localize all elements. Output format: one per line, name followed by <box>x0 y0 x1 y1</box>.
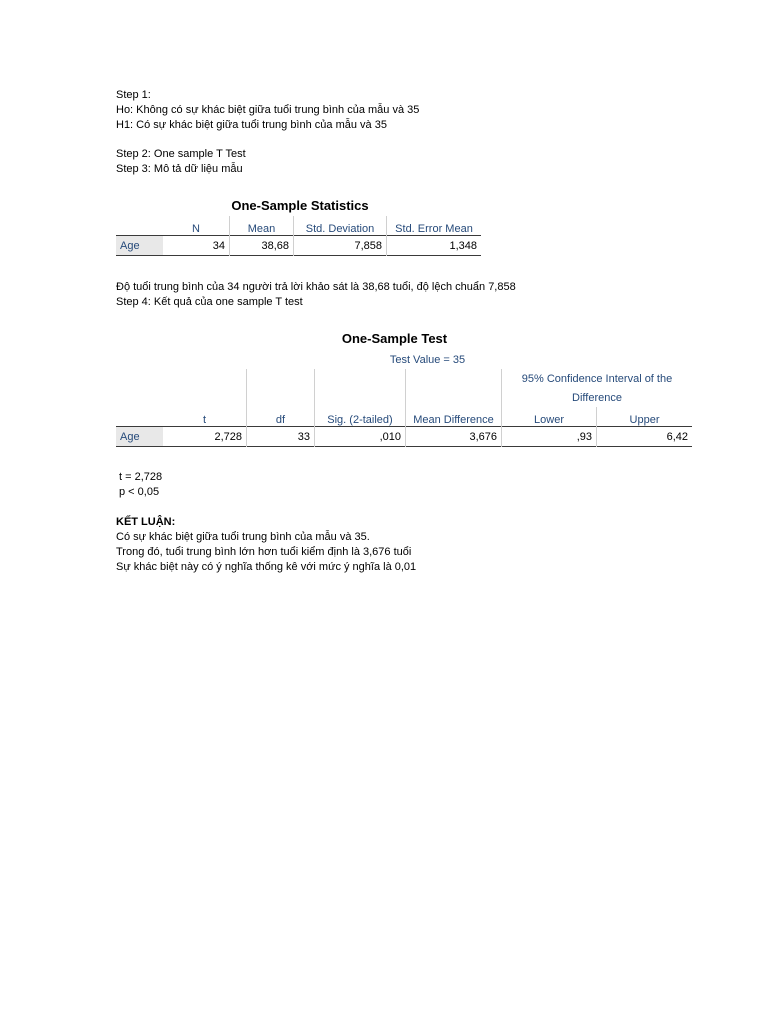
p-value-line: p < 0,05 <box>119 486 160 498</box>
conclusion-block <box>116 515 416 575</box>
test-header-lower: Lower <box>502 407 597 427</box>
table-row <box>116 427 692 447</box>
stats-header-n: N <box>192 223 200 235</box>
ci-header-line1: 95% Confidence Interval of the <box>502 369 693 388</box>
ci-header-line2: Difference <box>502 388 693 407</box>
stats-header-std-dev: Std. Deviation <box>294 216 387 236</box>
test-value-upper: 6,42 <box>597 427 693 447</box>
step4-text: Step 4: Kết quả của one sample T test <box>116 296 303 308</box>
stats-row-label: Age <box>116 236 163 256</box>
test-value-t: 2,728 <box>214 430 242 443</box>
test-header-df: df <box>247 407 315 427</box>
stats-table-title: One-Sample Statistics <box>231 198 369 213</box>
test-table-testvalue-row <box>116 350 692 369</box>
test-header-upper: Upper <box>597 407 693 427</box>
stats-table <box>116 216 481 256</box>
step1-label: Step 1: <box>116 89 151 101</box>
test-table-ci-row-2 <box>116 388 692 407</box>
conclusion-heading: KẾT LUẬN: <box>116 516 176 528</box>
stats-table-header-row <box>116 216 481 236</box>
stats-header-std-err: Std. Error Mean <box>387 216 482 236</box>
results-block <box>119 470 162 500</box>
description-text: Độ tuổi trung bình của 34 người trả lời khảo sát là 38,68 tuổi, độ lệch chuẩn 7,858 <box>116 281 516 293</box>
test-table-header-row <box>116 407 692 427</box>
test-value-lower: ,93 <box>502 427 597 447</box>
table-row <box>116 236 481 256</box>
stats-value-std-dev: 7,858 <box>294 236 387 256</box>
test-value-label: Test Value = 35 <box>389 353 466 366</box>
steps-intro <box>116 88 419 177</box>
conclusion-line-2: Trong đó, tuổi trung bình lớn hơn tuổi kiểm định là 3,676 tuổi <box>116 546 412 558</box>
conclusion-line-3: Sự khác biệt này có ý nghĩa thống kê với mức ý nghĩa là 0,01 <box>116 561 417 573</box>
hypothesis-h0: Ho: Không có sự khác biệt giữa tuổi trung bình của mẫu và 35 <box>116 104 420 116</box>
stats-value-n: 34 <box>212 239 225 252</box>
step2-text: Step 2: One sample T Test <box>116 148 246 160</box>
test-table-ci-row-1 <box>116 369 692 388</box>
stats-header-mean: Mean <box>230 216 294 236</box>
test-table-title: One-Sample Test <box>341 331 448 346</box>
stats-value-mean: 38,68 <box>230 236 294 256</box>
hypothesis-h1: H1: Có sự khác biệt giữa tuổi trung bình của mẫu và 35 <box>116 119 387 131</box>
test-header-sig: Sig. (2-tailed) <box>315 407 406 427</box>
test-value-sig: ,010 <box>315 427 406 447</box>
description-block <box>116 280 516 310</box>
step3-text: Step 3: Mô tả dữ liệu mẫu <box>116 163 243 175</box>
test-value-mean-diff: 3,676 <box>406 427 502 447</box>
test-value-df: 33 <box>247 427 315 447</box>
t-statistic-line: t = 2,728 <box>119 471 163 483</box>
conclusion-line-1: Có sự khác biệt giữa tuổi trung bình của mẫu và 35. <box>116 531 370 543</box>
test-header-t: t <box>202 414 207 426</box>
test-header-mean-diff: Mean Difference <box>406 407 502 427</box>
test-row-label: Age <box>116 427 163 447</box>
stats-value-std-err: 1,348 <box>387 236 482 256</box>
test-table <box>116 350 692 447</box>
